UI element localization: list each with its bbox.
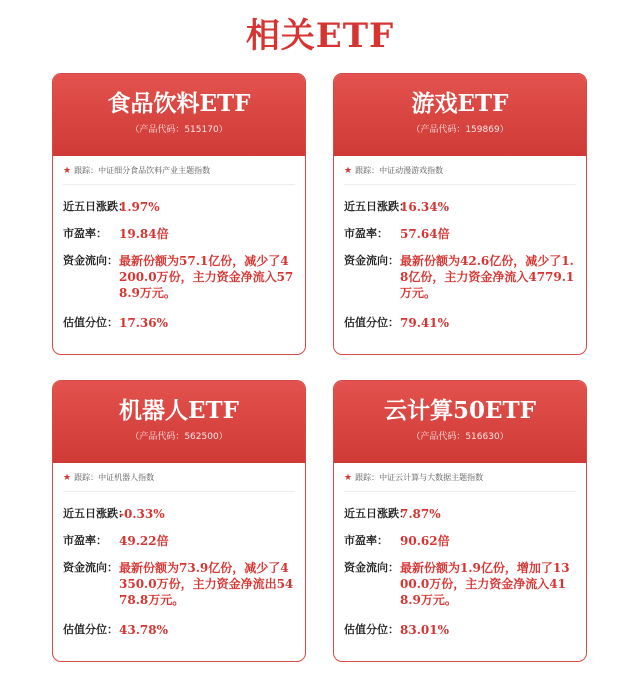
five-day-row (344, 197, 576, 217)
card-title: 云计算50ETF (384, 397, 536, 424)
flow-value: 最新份额为73.9亿份，减少了4350.0万份，主力资金净流出5478.8万元。 (119, 561, 294, 607)
pe-value: 19.84倍 (119, 227, 169, 241)
percentile-value: 79.41% (400, 316, 449, 330)
flow-label: 资金流向： (344, 561, 399, 574)
pe-row (344, 224, 576, 244)
five-day-value: -0.33% (119, 507, 165, 521)
star-icon: ★ (63, 473, 72, 483)
five-day-value: 7.87% (400, 507, 441, 521)
flow-value: 最新份额为57.1亿份，减少了4200.0万份，主力资金净流入578.9万元。 (119, 254, 294, 300)
flow-value: 最新份额为1.9亿份，增加了1300.0万份，主力资金净流入418.9万元。 (400, 561, 570, 607)
percentile-label: 估值分位： (63, 623, 118, 636)
pe-value: 49.22倍 (119, 534, 169, 548)
tracking-index (63, 156, 295, 185)
flow-label: 资金流向： (63, 254, 118, 267)
percentile-value: 17.36% (119, 316, 168, 330)
product-code: （产品代码：159869） (411, 125, 509, 135)
card-header (334, 74, 586, 156)
etf-card-cloud-computing[interactable] (333, 380, 587, 662)
five-day-label: 近五日涨跌： (63, 507, 129, 520)
pe-label: 市盈率： (344, 227, 388, 240)
product-code: （产品代码：515170） (130, 125, 228, 135)
tracking-index-text: 跟踪：中证机器人指数 (74, 473, 155, 482)
five-day-row (63, 504, 295, 524)
percentile-label: 估值分位： (63, 316, 118, 329)
product-code: （产品代码：562500） (130, 432, 228, 442)
percentile-label: 估值分位： (344, 623, 399, 636)
card-title: 游戏ETF (411, 90, 509, 117)
card-title: 机器人ETF (119, 397, 239, 424)
pe-value: 90.62倍 (400, 534, 450, 548)
flow-row (63, 251, 295, 301)
pe-value: 57.64倍 (400, 227, 450, 241)
five-day-label: 近五日涨跌： (344, 200, 410, 213)
card-header (334, 381, 586, 463)
five-day-label: 近五日涨跌： (63, 200, 129, 213)
tracking-index (344, 156, 576, 185)
pe-label: 市盈率： (63, 227, 107, 240)
etf-card-robot[interactable] (52, 380, 306, 662)
five-day-row (63, 197, 295, 217)
percentile-row (63, 620, 295, 640)
product-code: （产品代码：516630） (411, 432, 509, 442)
card-title: 食品饮料ETF (107, 90, 251, 117)
card-header (53, 381, 305, 463)
tracking-index-text: 跟踪：中证云计算与大数据主题指数 (355, 473, 484, 482)
pe-row (344, 531, 576, 551)
etf-card-gaming[interactable] (333, 73, 587, 355)
pe-label: 市盈率： (344, 534, 388, 547)
five-day-value: 1.97% (119, 200, 160, 214)
flow-row (344, 251, 576, 301)
star-icon: ★ (344, 166, 353, 176)
pe-row (63, 224, 295, 244)
tracking-index-text: 跟踪：中证动漫游戏指数 (355, 166, 444, 175)
flow-label: 资金流向： (63, 561, 118, 574)
percentile-row (344, 620, 576, 640)
star-icon: ★ (63, 166, 72, 176)
pe-label: 市盈率： (63, 534, 107, 547)
page-title: 相关ETF (245, 16, 395, 56)
tracking-index (63, 463, 295, 492)
flow-label: 资金流向： (344, 254, 399, 267)
flow-value: 最新份额为42.6亿份，减少了1.8亿份，主力资金净流入4779.1万元。 (400, 254, 575, 300)
percentile-value: 83.01% (400, 623, 449, 637)
etf-card-food-beverage[interactable] (52, 73, 306, 355)
flow-row (63, 558, 295, 608)
percentile-label: 估值分位： (344, 316, 399, 329)
star-icon: ★ (344, 473, 353, 483)
percentile-value: 43.78% (119, 623, 168, 637)
five-day-value: 16.34% (400, 200, 449, 214)
percentile-row (63, 313, 295, 333)
five-day-row (344, 504, 576, 524)
five-day-label: 近五日涨跌： (344, 507, 410, 520)
percentile-row (344, 313, 576, 333)
flow-row (344, 558, 576, 608)
card-header (53, 74, 305, 156)
tracking-index-text: 跟踪：中证细分食品饮料产业主题指数 (74, 166, 211, 175)
tracking-index (344, 463, 576, 492)
pe-row (63, 531, 295, 551)
